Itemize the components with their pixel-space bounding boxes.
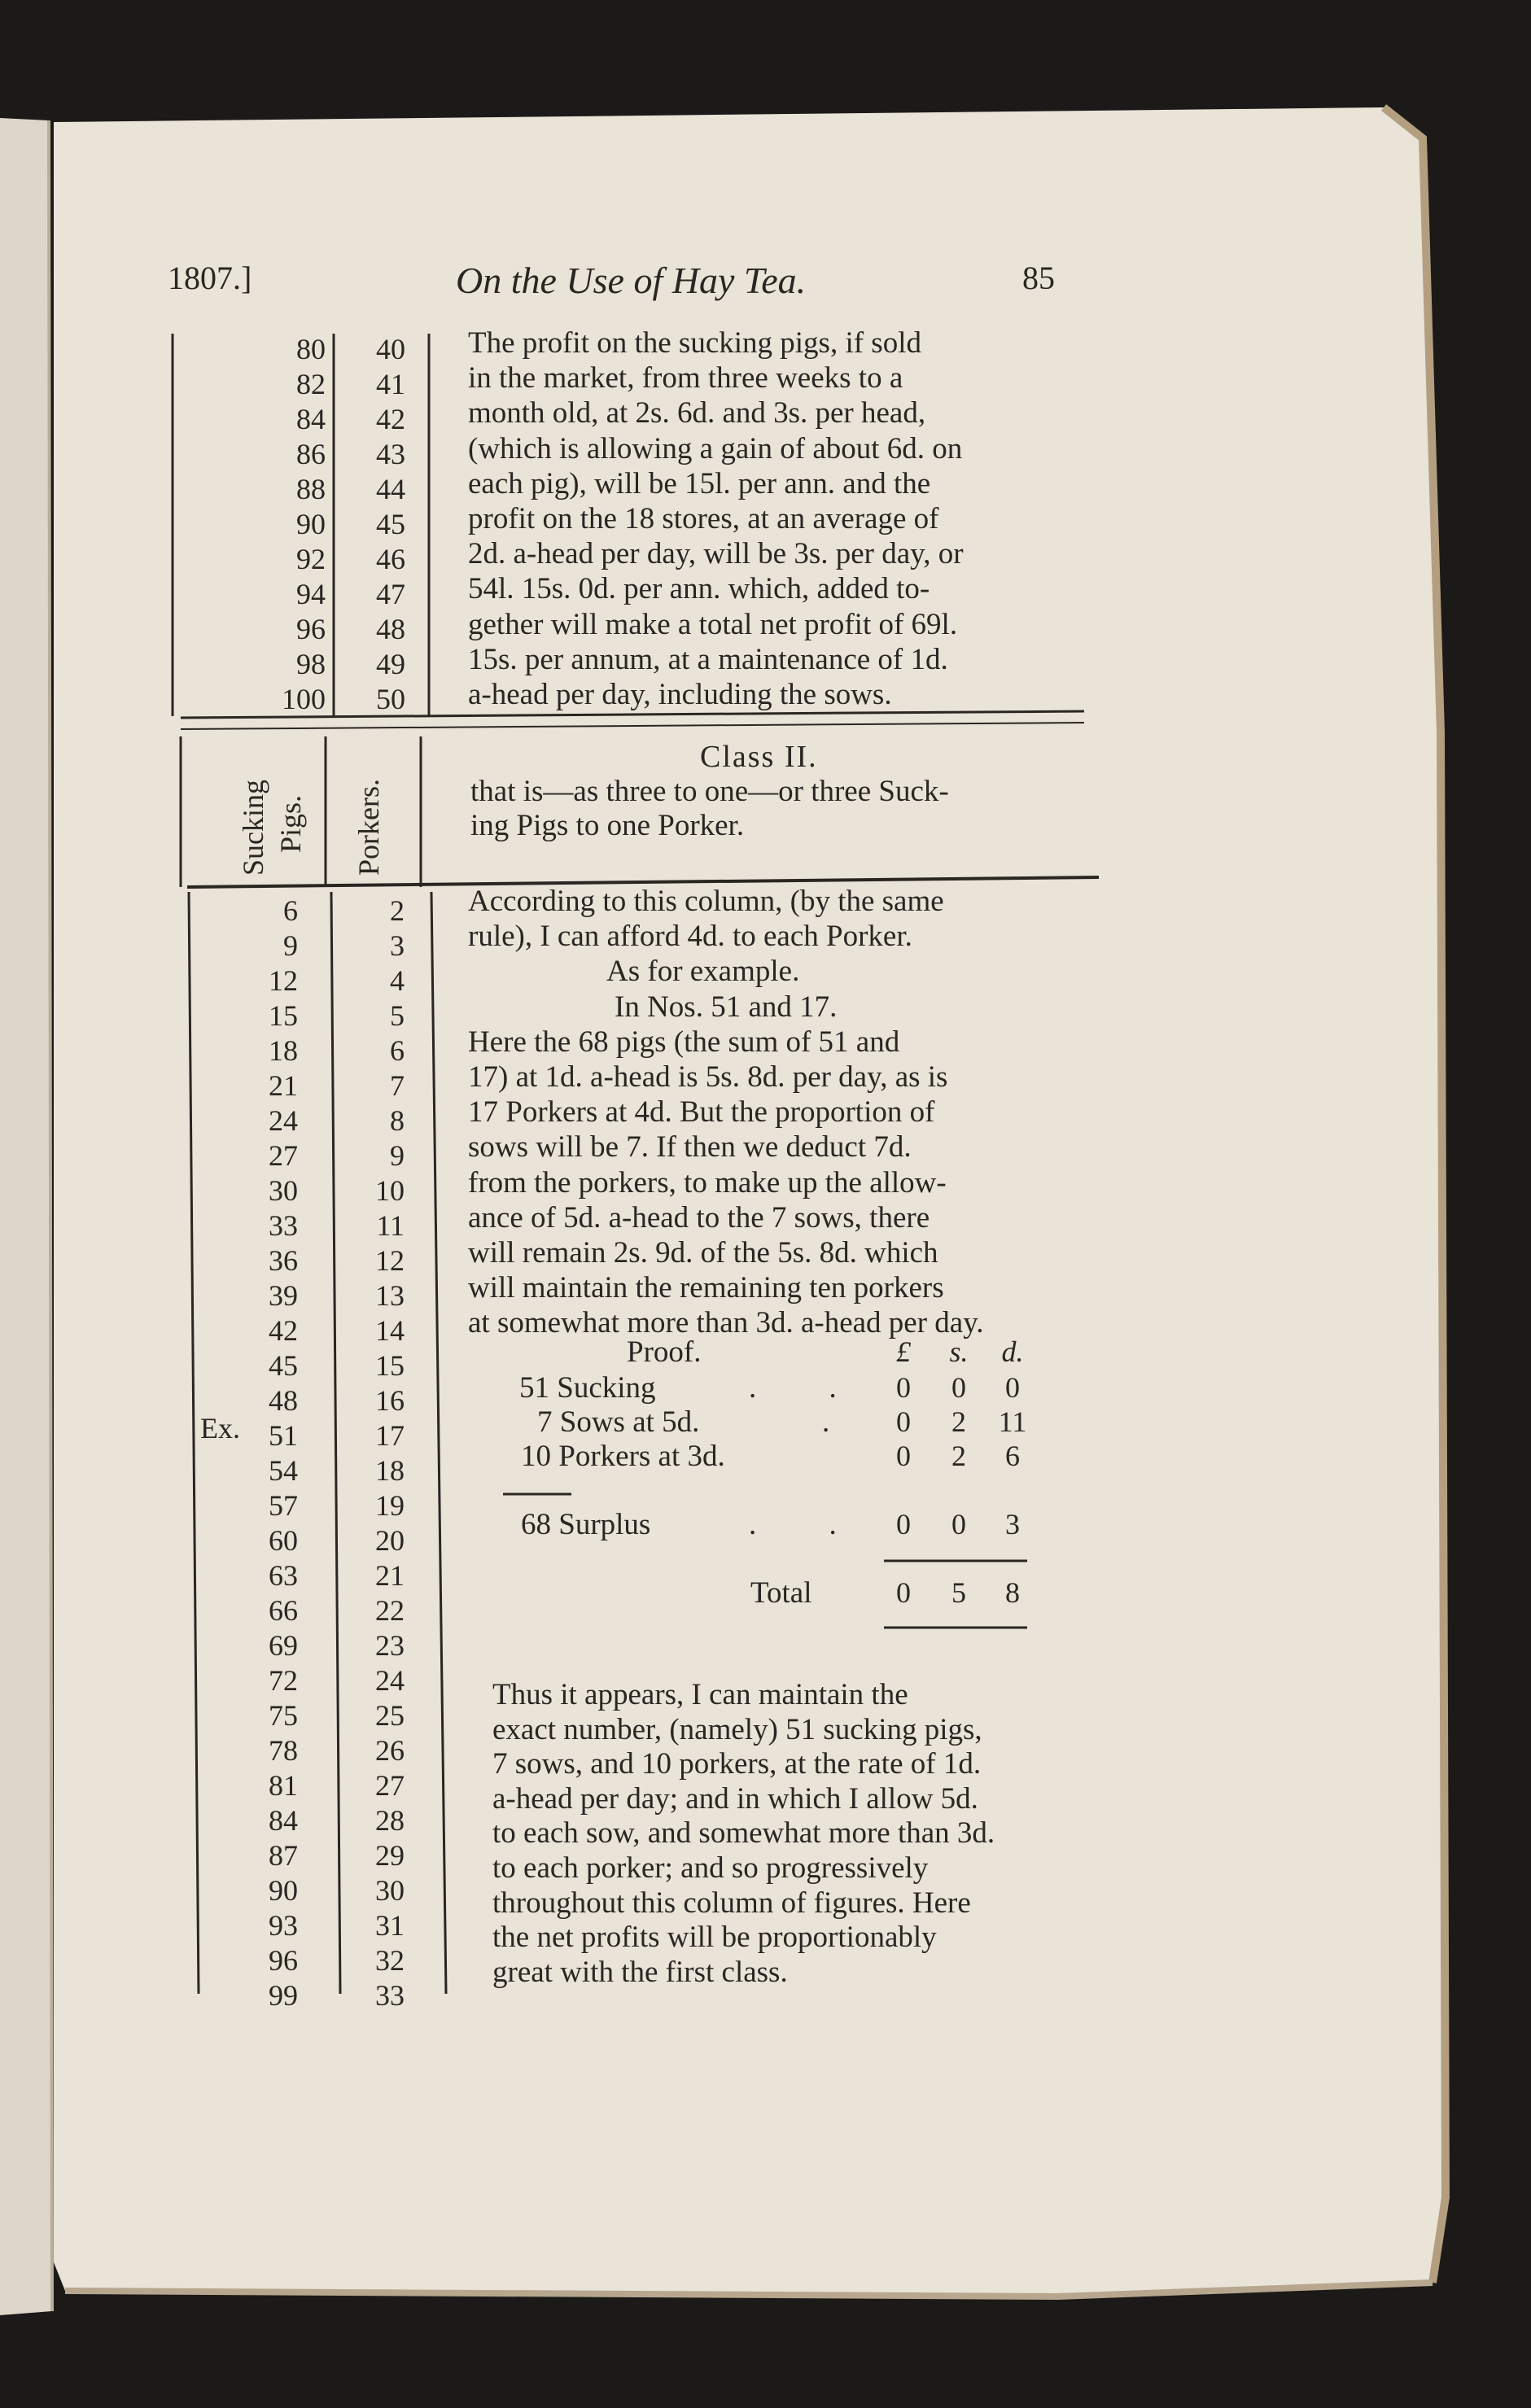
table2-porkers-value: 22	[375, 1594, 405, 1627]
proof-amount: 2	[951, 1440, 966, 1472]
table2-sucking-value: 18	[269, 1034, 298, 1067]
proof-amount: 0	[1005, 1371, 1020, 1404]
table2-sucking-value: 84	[269, 1804, 298, 1837]
table1-sucking-value: 88	[296, 473, 326, 505]
table2-sucking-value: 33	[269, 1209, 298, 1242]
table2-sucking-value: 78	[269, 1734, 298, 1767]
table2-sucking-value: 30	[269, 1174, 298, 1207]
proof-row-label: 7 Sows at 5d.	[537, 1405, 700, 1439]
table2-porkers-value: 18	[375, 1454, 405, 1487]
table2-sucking-value: 36	[269, 1244, 298, 1277]
table2-porkers-value: 17	[375, 1419, 405, 1452]
table2-porkers-value: 10	[375, 1174, 405, 1207]
text-line: 2d. a-head per day, will be 3s. per day, or	[468, 537, 964, 571]
table1-porkers-value: 49	[376, 648, 405, 680]
table2-sucking-value: 39	[269, 1279, 298, 1312]
table1-porkers-value: 45	[376, 508, 405, 540]
table2-porkers-value: 13	[375, 1279, 405, 1312]
table2-sucking-value: 72	[269, 1664, 298, 1697]
table1-sucking-value: 84	[296, 403, 326, 435]
text-line: rule), I can afford 4d. to each Porker.	[468, 920, 912, 954]
table2-porkers-value: 24	[375, 1664, 405, 1697]
table1-porkers-value: 41	[376, 368, 405, 400]
proof-amount: 2	[951, 1405, 966, 1438]
table2-porkers-value: 25	[375, 1699, 405, 1732]
text-line: (which is allowing a gain of about 6d. on	[468, 431, 963, 465]
table2-porkers-value: 33	[375, 1979, 405, 2012]
table2-porkers-value: 27	[375, 1769, 405, 1802]
paragraph-conclusion	[492, 1678, 995, 1990]
table2-sucking-value: 69	[269, 1629, 298, 1662]
table2-sucking-column	[192, 894, 298, 2013]
table1-porkers-value: 48	[376, 613, 405, 645]
table2-porkers-value: 11	[376, 1209, 405, 1242]
table2-sucking-value: 90	[269, 1874, 298, 1907]
table1-porkers-value: 42	[376, 403, 405, 435]
table2-porkers-value: 8	[390, 1104, 405, 1137]
table2-sucking-value: 48	[269, 1384, 298, 1417]
text-line: at somewhat more than 3d. a-head per day.	[468, 1306, 984, 1340]
table1-sucking-column	[244, 332, 326, 717]
table2-porkers-value: 28	[375, 1804, 405, 1837]
proof-amount: 0	[896, 1405, 911, 1438]
table2-sucking-value: 60	[269, 1524, 298, 1557]
table1-porkers-value: 43	[376, 438, 405, 470]
text-line: 15s. per annum, at a maintenance of 1d.	[468, 642, 948, 676]
table1-porkers-column	[348, 332, 405, 717]
proof-total-amount: 0	[896, 1576, 911, 1609]
text-line: In Nos. 51 and 17.	[615, 990, 838, 1024]
table2-porkers-value: 32	[375, 1944, 405, 1977]
text-line: exact number, (namely) 51 sucking pigs,	[492, 1712, 982, 1746]
table2-sucking-value: 12	[269, 964, 298, 997]
proof-row-label: 51 Sucking	[519, 1371, 656, 1405]
table2-sucking-value: 57	[269, 1489, 298, 1522]
proof-row-label: 10 Porkers at 3d.	[521, 1440, 725, 1473]
table2-sucking-value: 45	[269, 1349, 298, 1382]
text-line: Here the 68 pigs (the sum of 51 and	[468, 1025, 900, 1059]
table2-sucking-value: 27	[269, 1139, 298, 1172]
text-line: As for example.	[606, 955, 800, 989]
table2-porkers-value: 26	[375, 1734, 405, 1767]
text-line: will maintain the remaining ten porkers	[468, 1271, 944, 1305]
table1-sucking-value: 100	[282, 683, 326, 715]
table2-porkers-value: 23	[375, 1629, 405, 1662]
table2-sucking-value: 15	[269, 999, 298, 1032]
proof-row-leader-dots: .	[822, 1405, 863, 1439]
table2-sucking-value: 93	[269, 1909, 298, 1942]
table2-porkers-value: 6	[390, 1034, 405, 1067]
class-description-line: that is—as three to one—or three Suck-	[470, 775, 949, 808]
running-head-title: On the Use of Hay Tea.	[456, 260, 807, 301]
table1-sucking-value: 96	[296, 613, 326, 645]
table2-sucking-value: 99	[269, 1979, 298, 2012]
proof-amount: 0	[896, 1508, 911, 1541]
running-head-year: 1807.]	[168, 260, 252, 296]
text-line: 17) at 1d. a-head is 5s. 8d. per day, as is	[468, 1060, 948, 1095]
proof-total-label: Total	[750, 1576, 812, 1610]
currency-header: £	[896, 1335, 911, 1368]
proof-amount: 6	[1005, 1440, 1020, 1472]
text-line: the net profits will be proportionably	[492, 1921, 937, 1955]
table1-sucking-value: 86	[296, 438, 326, 470]
table2-porkers-value: 21	[375, 1559, 405, 1592]
table1-sucking-value: 94	[296, 578, 326, 610]
table2-porkers-value: 15	[375, 1349, 405, 1382]
column-header-porkers: Porkers.	[352, 779, 385, 876]
text-line: profit on the 18 stores, at an average of	[468, 502, 939, 536]
proof-title: Proof.	[627, 1335, 702, 1369]
proof-row-leader-dots: . .	[749, 1508, 869, 1541]
class-description	[470, 775, 949, 843]
table2-sucking-value: 87	[269, 1839, 298, 1872]
proof-row-leader-dots: . .	[749, 1371, 869, 1405]
paragraph-column-explanation	[468, 884, 984, 1341]
table2-sucking-value: 66	[269, 1594, 298, 1627]
example-label: Ex.	[200, 1412, 240, 1444]
table1-sucking-value: 92	[296, 543, 326, 575]
table1-porkers-value: 44	[376, 473, 405, 505]
text-line: to each porker; and so progressively	[492, 1851, 929, 1885]
table2-sucking-value: 9	[283, 929, 298, 962]
table1-porkers-value: 50	[376, 683, 405, 715]
class-description-line: ing Pigs to one Porker.	[470, 809, 745, 842]
table2-porkers-value: 9	[390, 1139, 405, 1172]
text-line: from the porkers, to make up the allow-	[468, 1165, 947, 1200]
table2-porkers-value: 7	[390, 1069, 405, 1102]
table2-sucking-value: 63	[269, 1559, 298, 1592]
table1-porkers-value: 47	[376, 578, 405, 610]
proof-amount: 0	[896, 1371, 911, 1404]
table2-porkers-value: 2	[390, 894, 405, 927]
text-line: 54l. 15s. 0d. per ann. which, added to-	[468, 572, 930, 606]
table1-porkers-value: 40	[376, 333, 405, 365]
table2-porkers-value: 4	[390, 964, 405, 997]
table1-porkers-value: 46	[376, 543, 405, 575]
proof-amount: 0	[951, 1371, 966, 1404]
proof-amount: 0	[896, 1440, 911, 1472]
table2-porkers-value: 31	[375, 1909, 405, 1942]
table2-sucking-value: 54	[269, 1454, 298, 1487]
table2-porkers-value: 20	[375, 1524, 405, 1557]
table1-sucking-value: 90	[296, 508, 326, 540]
table2-sucking-value: 21	[269, 1069, 298, 1102]
table2-sucking-value: 75	[269, 1699, 298, 1732]
table2-porkers-column	[346, 894, 405, 2013]
table2-sucking-value: 96	[269, 1944, 298, 1977]
currency-header: d.	[1001, 1335, 1024, 1368]
proof-total-amount: 5	[951, 1576, 966, 1609]
text-line: to each sow, and somewhat more than 3d.	[492, 1816, 995, 1851]
proof-amount: 11	[998, 1405, 1027, 1438]
class-heading: Class II.	[700, 740, 818, 774]
proof-row-label: 68 Surplus	[521, 1508, 651, 1541]
table2-sucking-value: 51	[269, 1419, 298, 1452]
text-line: a-head per day, including the sows.	[468, 678, 892, 712]
table2-porkers-value: 29	[375, 1839, 405, 1872]
table1-sucking-value: 98	[296, 648, 326, 680]
table2-sucking-value: 42	[269, 1314, 298, 1347]
table2-porkers-value: 16	[375, 1384, 405, 1417]
table1-sucking-value: 82	[296, 368, 326, 400]
column-header-pigs: Pigs.	[274, 794, 307, 853]
text-line: a-head per day; and in which I allow 5d.	[492, 1781, 978, 1816]
text-line: each pig), will be 15l. per ann. and the	[468, 466, 931, 500]
table1-sucking-value: 80	[296, 333, 326, 365]
text-line: month old, at 2s. 6d. and 3s. per head,	[468, 396, 926, 430]
table2-porkers-value: 12	[375, 1244, 405, 1277]
text-line: Thus it appears, I can maintain the	[492, 1678, 908, 1711]
table2-sucking-value: 6	[283, 894, 298, 927]
text-line: in the market, from three weeks to a	[468, 361, 903, 396]
text-line: throughout this column of figures. Here	[492, 1886, 971, 1920]
currency-header: s.	[949, 1335, 969, 1368]
table2-porkers-value: 30	[375, 1874, 405, 1907]
proof-total-amount: 8	[1005, 1576, 1020, 1609]
text-line: The profit on the sucking pigs, if sold	[468, 326, 921, 360]
table2-porkers-value: 19	[375, 1489, 405, 1522]
column-header-sucking: Sucking	[237, 779, 269, 876]
table2-porkers-value: 5	[390, 999, 405, 1032]
text-line: will remain 2s. 9d. of the 5s. 8d. which	[468, 1236, 938, 1270]
text-line: sows will be 7. If then we deduct 7d.	[468, 1130, 912, 1165]
text-line: According to this column, (by the same	[468, 885, 944, 918]
text-line: ance of 5d. a-head to the 7 sows, there	[468, 1200, 930, 1235]
paragraph-profit	[468, 326, 964, 712]
text-line: great with the first class.	[492, 1955, 788, 1989]
proof-amount: 0	[951, 1508, 966, 1541]
text-line: gether will make a total net profit of 69l.	[468, 607, 958, 641]
table2-sucking-value: 81	[269, 1769, 298, 1802]
table2-porkers-value: 3	[390, 929, 405, 962]
text-line: 7 sows, and 10 porkers, at the rate of 1d.	[492, 1747, 982, 1781]
table2-porkers-value: 14	[375, 1314, 405, 1347]
table2-sucking-value: 24	[269, 1104, 298, 1137]
proof-amount: 3	[1005, 1508, 1020, 1541]
page-number: 85	[1022, 260, 1055, 296]
text-line: 17 Porkers at 4d. But the proportion of	[468, 1095, 935, 1130]
